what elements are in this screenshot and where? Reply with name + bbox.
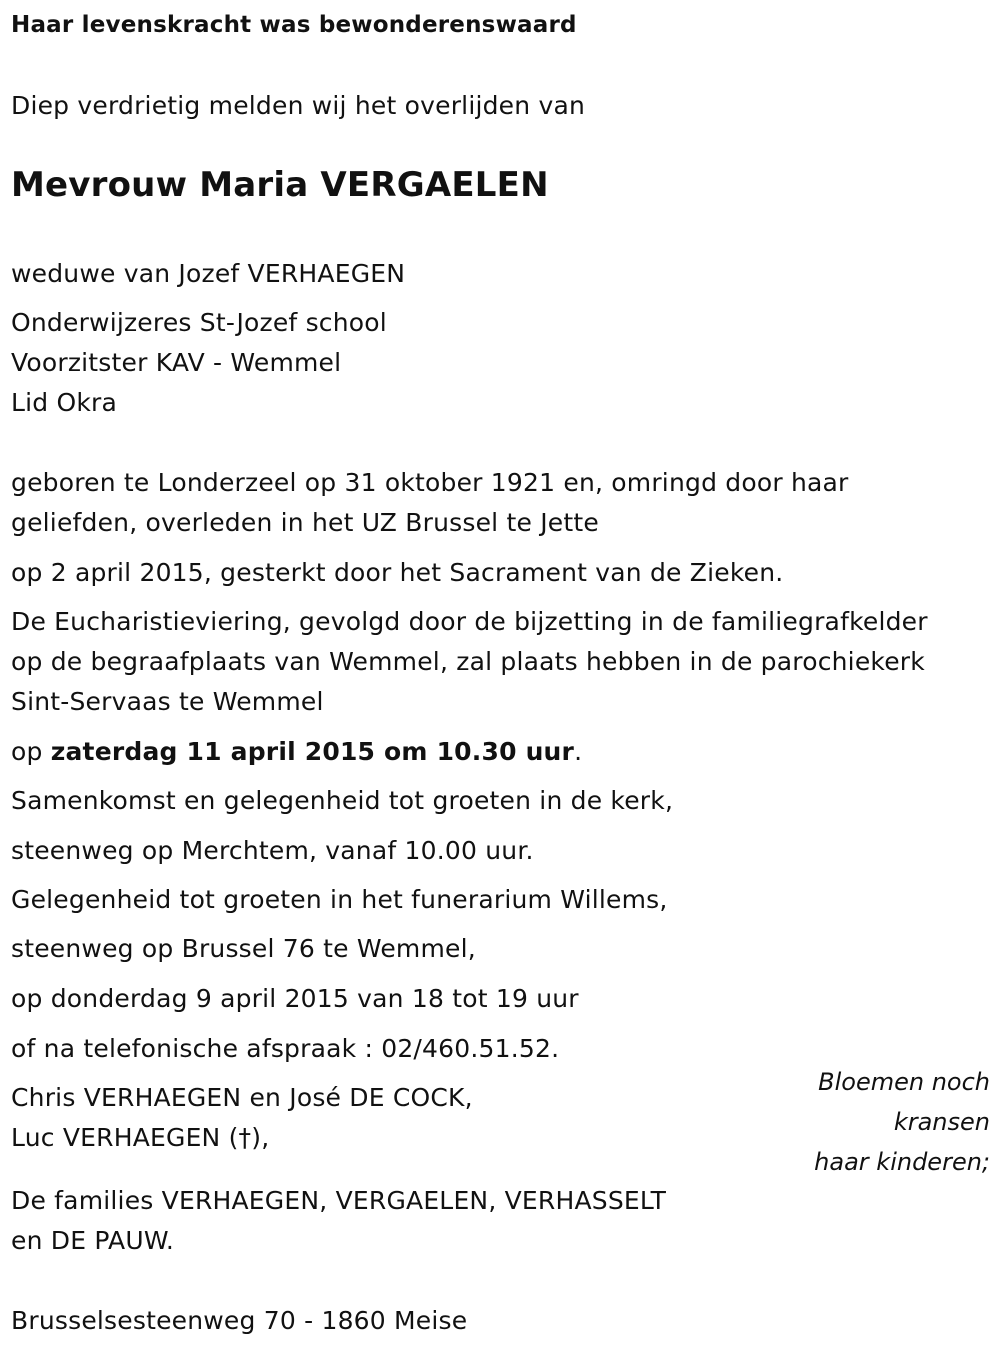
children-text: Luc VERHAEGEN (†), [11,1123,270,1152]
flowers-note: kransen [893,1108,990,1136]
role-line: Onderwijzeres St-Jozef school [11,308,387,337]
address-text: Brusselsesteenweg 70 - 1860 Meise [11,1306,468,1335]
date-suffix: . [574,737,583,766]
mass-text: op de begraafplaats van Wemmel, zal plaats hebben in de parochiekerk [11,647,925,676]
funerarium-text: op donderdag 9 april 2015 van 18 tot 19 uur [11,984,579,1013]
flowers-note: haar kinderen; [814,1148,990,1176]
role-line: Voorzitster KAV - Wemmel [11,348,342,377]
mass-text: De Eucharistieviering, gevolgd door de bijzetting in de familiegrafkelder [11,607,928,636]
intro-text: Diep verdrietig melden wij het overlijden van [11,91,586,120]
widow-text: weduwe van Jozef VERHAEGEN [11,259,406,288]
families-text: en DE PAUW. [11,1226,175,1255]
birth-text: geliefden, overleden in het UZ Brussel te Jette [11,508,599,537]
role-line: Lid Okra [11,388,118,417]
families-text: De families VERHAEGEN, VERGAELEN, VERHASSELT [11,1186,667,1215]
mass-text: Sint-Servaas te Wemmel [11,687,324,716]
date-prefix: op [11,737,51,766]
gathering-text: steenweg op Merchtem, vanaf 10.00 uur. [11,836,534,865]
obituary-heading: Haar levenskracht was bewonderenswaard [11,12,577,38]
date-bold: zaterdag 11 april 2015 om 10.30 uur [50,737,575,766]
funerarium-text: steenweg op Brussel 76 te Wemmel, [11,934,476,963]
ceremony-date [11,737,582,767]
funerarium-text: of na telefonische afspraak : 02/460.51.52. [11,1034,560,1063]
birth-text: geboren te Londerzeel op 31 oktober 1921 en, omringd door haar [11,468,849,497]
flowers-note: Bloemen noch [818,1068,990,1096]
deceased-name: Mevrouw Maria VERGAELEN [11,165,549,205]
gathering-text: Samenkomst en gelegenheid tot groeten in de kerk, [11,786,674,815]
funerarium-text: Gelegenheid tot groeten in het funerarium Willems, [11,885,668,914]
children-text: Chris VERHAEGEN en José DE COCK, [11,1083,473,1112]
death-text: op 2 april 2015, gesterkt door het Sacrament van de Zieken. [11,558,784,587]
